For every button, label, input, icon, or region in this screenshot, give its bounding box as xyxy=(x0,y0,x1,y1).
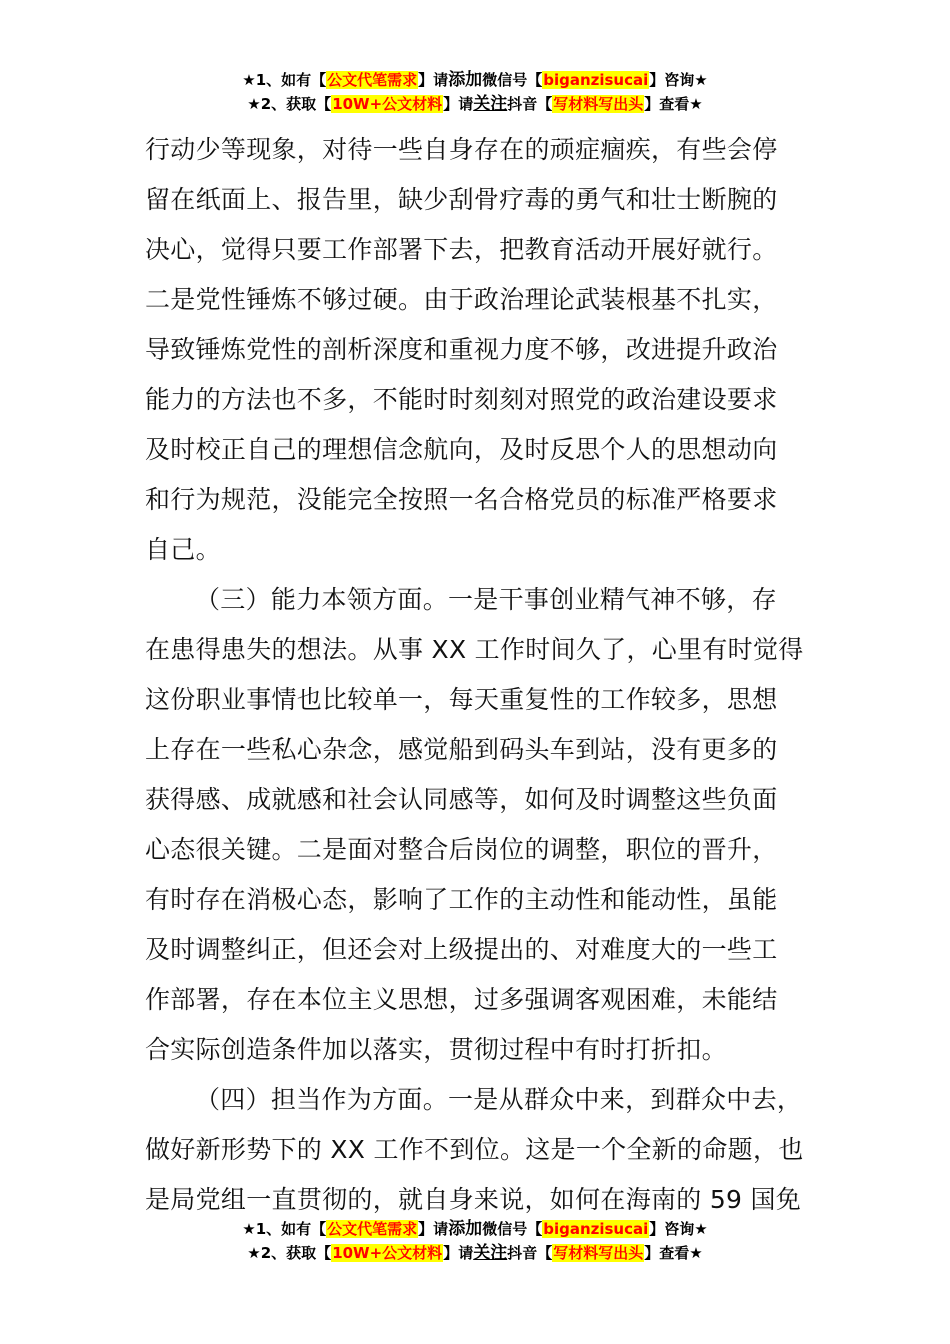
body-line: 有时存在消极心态，影响了工作的主动性和能动性，虽能 xyxy=(145,885,778,914)
banner-text: 】咨询★ xyxy=(649,71,708,89)
body-line: 及时校正自己的理想信念航向，及时反思个人的思想动向 xyxy=(145,435,778,464)
banner-text: 】请 xyxy=(418,1220,449,1238)
document-body xyxy=(145,125,845,1225)
banner-highlight: 10W+公文材料 xyxy=(332,95,443,113)
body-line: 是局党组一直贯彻的，就自身来说，如何在海南的 59 国免 xyxy=(145,1185,802,1214)
footer-banner xyxy=(0,1217,950,1265)
banner-emphasis: 添加 xyxy=(448,1219,483,1239)
body-line: 留在纸面上、报告里，缺少刮骨疗毒的勇气和壮士断腕的 xyxy=(145,185,778,214)
header-banner xyxy=(0,68,950,116)
banner-text: ★1、如有【 xyxy=(242,1220,327,1238)
banner-highlight: 公文代笔需求 xyxy=(327,71,418,89)
banner-line-2 xyxy=(0,92,950,116)
banner-text: 】咨询★ xyxy=(649,1220,708,1238)
body-line: 决心，觉得只要工作部署下去，把教育活动开展好就行。 xyxy=(145,235,778,264)
banner-text: ★2、获取【 xyxy=(247,95,332,113)
body-line: 作部署，存在本位主义思想，过多强调客观困难，未能结 xyxy=(145,985,778,1014)
banner-text: 】请 xyxy=(418,71,449,89)
banner-text: 抖音【 xyxy=(507,1244,553,1262)
body-line: 获得感、成就感和社会认同感等，如何及时调整这些负面 xyxy=(145,785,778,814)
banner-highlight: 公文代笔需求 xyxy=(327,1220,418,1238)
banner-emphasis: 关注 xyxy=(473,1243,508,1263)
banner-text: 】请 xyxy=(443,1244,474,1262)
body-line: 上存在一些私心杂念，感觉船到码头车到站，没有更多的 xyxy=(145,735,778,764)
paragraph-heading-line: （四）担当作为方面。一是从群众中来，到群众中去， xyxy=(195,1085,803,1114)
banner-text: 】查看★ xyxy=(644,1244,703,1262)
banner-emphasis: 关注 xyxy=(473,94,508,114)
body-line: 合实际创造条件加以落实，贯彻过程中有时打折扣。 xyxy=(145,1035,727,1064)
paragraph-heading-line: （三）能力本领方面。一是干事创业精气神不够，存 xyxy=(195,585,777,614)
body-line: 和行为规范，没能完全按照一名合格党员的标准严格要求 xyxy=(145,485,778,514)
body-line: 及时调整纠正，但还会对上级提出的、对难度大的一些工 xyxy=(145,935,778,964)
body-line: 能力的方法也不多，不能时时刻刻对照党的政治建设要求 xyxy=(145,385,778,414)
banner-highlight: 写材料写出头 xyxy=(553,95,644,113)
banner-highlight: 写材料写出头 xyxy=(553,1244,644,1262)
banner-text: ★1、如有【 xyxy=(242,71,327,89)
banner-text: 】请 xyxy=(443,95,474,113)
banner-text: 抖音【 xyxy=(507,95,553,113)
banner-line-1 xyxy=(0,68,950,92)
body-line: 行动少等现象，对待一些自身存在的顽症痼疾，有些会停 xyxy=(145,135,778,164)
body-line: 在患得患失的想法。从事 XX 工作时间久了，心里有时觉得 xyxy=(145,635,804,664)
banner-text: 微信号【 xyxy=(482,71,543,89)
banner-text: 】查看★ xyxy=(644,95,703,113)
body-line: 二是党性锤炼不够过硬。由于政治理论武装根基不扎实， xyxy=(145,285,778,314)
banner-text: 微信号【 xyxy=(482,1220,543,1238)
banner-highlight: biganzisucai xyxy=(543,71,649,89)
body-line: 心态很关键。二是面对整合后岗位的调整，职位的晋升， xyxy=(145,835,778,864)
body-line: 这份职业事情也比较单一，每天重复性的工作较多，思想 xyxy=(145,685,778,714)
banner-line-2 xyxy=(0,1241,950,1265)
banner-highlight: biganzisucai xyxy=(543,1220,649,1238)
banner-line-1 xyxy=(0,1217,950,1241)
body-line: 自己。 xyxy=(145,535,221,564)
banner-highlight: 10W+公文材料 xyxy=(332,1244,443,1262)
banner-emphasis: 添加 xyxy=(448,70,483,90)
banner-text: ★2、获取【 xyxy=(247,1244,332,1262)
body-line: 导致锤炼党性的剖析深度和重视力度不够，改进提升政治 xyxy=(145,335,778,364)
body-line: 做好新形势下的 XX 工作不到位。这是一个全新的命题，也 xyxy=(145,1135,804,1164)
